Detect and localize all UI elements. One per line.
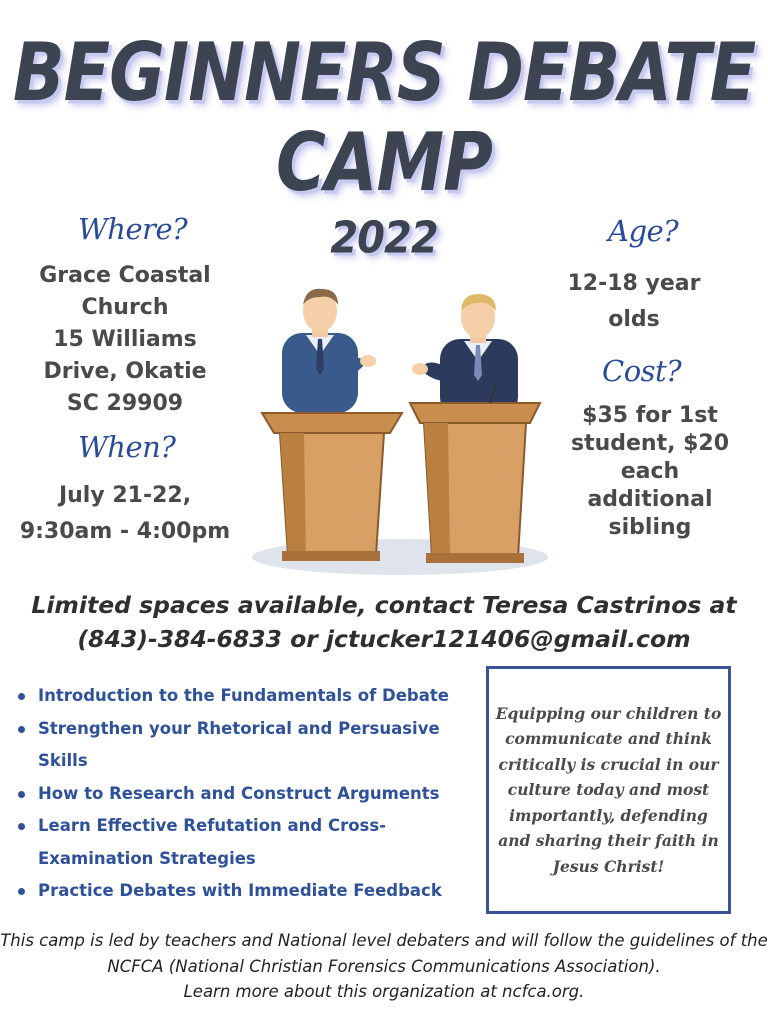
- topics-list: [18, 680, 473, 908]
- cost-line: sibling: [608, 515, 692, 540]
- where-line: Church: [81, 295, 169, 320]
- age-line: 12-18 year: [567, 271, 701, 296]
- bullet-dot: [18, 726, 25, 733]
- list-item: How to Research and Construct Arguments: [18, 778, 473, 811]
- footer-note: [0, 928, 768, 1005]
- bullet-dot: [18, 888, 25, 895]
- list-item: Learn Effective Refutation and Cross-Examination Strategies: [18, 810, 473, 875]
- when-heading: When?: [78, 430, 176, 464]
- list-item: Strengthen your Rhetorical and Persuasive Skills: [18, 713, 473, 778]
- title-line-2: CAMP: [275, 116, 493, 211]
- list-item: Practice Debates with Immediate Feedback: [18, 875, 473, 908]
- where-heading: Where?: [78, 212, 188, 246]
- footer-line-3: Learn more about this organization at ncfca.org.: [183, 982, 585, 1001]
- debaters-illustration: [240, 285, 560, 585]
- contact-line-1: Limited spaces available, contact Teresa Castrinos at: [31, 591, 737, 619]
- right-podium: [410, 383, 540, 563]
- cost-line: each: [620, 459, 680, 484]
- cost-line: additional: [587, 487, 713, 512]
- footer-line-1: This camp is led by teachers and National level debaters and will follow the guidelines of the: [0, 931, 768, 950]
- cost-line: student, $20: [570, 431, 730, 456]
- when-line: 9:30am - 4:00pm: [19, 519, 231, 544]
- age-heading: Age?: [608, 214, 679, 248]
- left-debater: [282, 289, 376, 413]
- left-podium: [262, 413, 402, 561]
- title-line-1: BEGINNERS DEBATE: [12, 26, 756, 121]
- title-year: 2022: [330, 212, 438, 264]
- age-details: [544, 266, 724, 338]
- contact-info: [0, 588, 768, 656]
- age-line: olds: [608, 307, 660, 332]
- bullet-dot: [18, 791, 25, 798]
- bullet-dot: [18, 693, 25, 700]
- cost-line: $35 for 1st: [582, 403, 718, 428]
- contact-line-2: (843)-384-6833 or jctucker121406@gmail.com: [77, 625, 691, 653]
- where-line: Drive, Okatie: [43, 359, 207, 384]
- cost-details: [558, 402, 742, 542]
- where-line: Grace Coastal: [39, 263, 211, 288]
- where-line: SC 29909: [66, 391, 184, 416]
- when-details: [14, 478, 236, 550]
- cost-heading: Cost?: [602, 354, 682, 388]
- list-item: Introduction to the Fundamentals of Debate: [18, 680, 473, 713]
- mission-quote-box: [486, 666, 731, 914]
- where-line: 15 Williams: [53, 327, 197, 352]
- when-line: July 21-22,: [58, 483, 192, 508]
- mission-quote: Equipping our children to communicate and think critically is crucial in our culture today and most importantly, defending and sharing their faith in Jesus Christ!: [495, 703, 722, 876]
- bullet-dot: [18, 823, 25, 830]
- where-details: [18, 260, 232, 420]
- right-debater: [412, 294, 518, 417]
- footer-line-2: NCFCA (National Christian Forensics Communications Association).: [107, 956, 661, 976]
